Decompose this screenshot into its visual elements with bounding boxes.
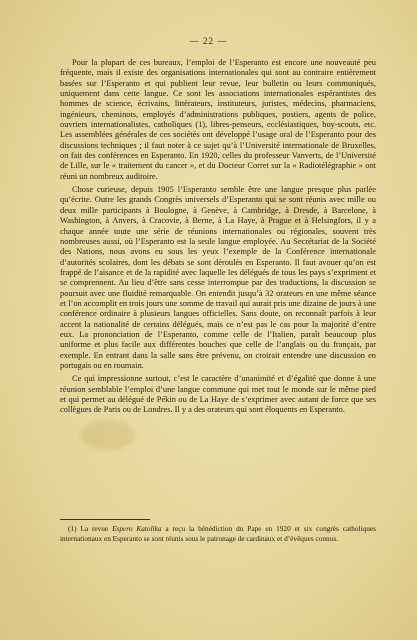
- footnote: [60, 524, 376, 543]
- page-number: — 22 —: [189, 36, 228, 46]
- footnote-lead: (1) La revue: [68, 524, 113, 533]
- footnote-rest: a reçu la bénédiction du Pape en 1920 et six congrès catholiques internationaux en Esperanto se sont réunis sous le patronage de cardinaux et d’évêques connus.: [60, 524, 376, 543]
- footnote-text: [60, 524, 376, 543]
- paragraph: Chose curieuse, depuis 1905 l’Esperanto semble être une langue presque plus parlée qu’écrite. Outre les grands Congrès universels d’Esperanto qui se sont réunis avec mille ou deux mille participants à Boulogne, à Genève, à Cambridge, à Dresde, à Barcelone, à Washington, à Anvers, à Cracovie, à Berne, à La Haye, à Prague et à Helsingfors, il y a chaque année toute une série de réunions internationales ou régionales, souvent très nombreuses aussi, où l’Esperanto est la seule langue employée. Au Secrétariat de la Société des Nations, nous avons eu sous les yeux l’exemple de la Conférence internationale d’autorités scolaires, dont les débats se sont déroulés en Esperanto. Il faut avouer qu’on est frappé de l’aisance et de la rapidité avec laquelle les délégués de tous les pays s’expriment et se comprennent. Au lieu d’être sans cesse interrompue par des traductions, la discussion se poursuit avec une fluidité remarquable. On entendit jusqu’à 32 orateurs en une même séance et l’on accomplit en trois jours une somme de travail qui aurait pris une dizaine de jours à une conférence ordinaire à plusieurs langues officielles. Sans doute, on reconnaît parfois à leur accent la nationalité de certains délégués, mais ce n’est pas le cas pour la majorité d’entre eux. La prononciation de l’Esperanto, comme celle de l’Italien, paraît beaucoup plus uniforme et plus facile aux différentes bouches que celle de l’anglais ou du français, par exemple. En entrant dans la salle sans être prévenu, on croirait entendre une discussion en portugais ou en roumain.: [60, 185, 376, 370]
- paragraph: Pour la plupart de ces bureaux, l’emploi de l’Esperanto est encore une nouveauté peu fréquente, mais il existe des organisations internationales qui sont au contraire entièrement basées sur l’Esperanto et qui publient leur revue, leur bulletin ou leurs communiqués, uniquement dans cette langue. Ce sont les associations internationales espérantistes des hommes de science, écrivains, littérateurs, instituteurs, juristes, médecins, pharmaciens, ingénieurs, cheminots, employés d’administrations publiques, postiers, agents de police, ouvriers internationalistes, catholiques (1), libres-penseurs, ecclésiastiques, boy-scouts, etc. Les assemblées générales de ces sociétés ont développé l’usage oral de l’Esperanto pour des discussions techniques ; il faut noter à ce sujet qu’à l’Université internationale de Bruxelles, on fait des conférences en Esperanto. En 1920, celles du professeur Vanverts, de l’Université de Lille, sur le « traitement du cancer », et du Docteur Corret sur la « Radiotélégraphie » ont réuni un nombreux auditoire.: [60, 58, 376, 181]
- paragraph: Ce qui impressionne surtout, c’est le caractère d’unanimité et d’égalité que donne à une réunion semblable l’emploi d’une langue commune qui met tout le monde sur le même pied et qui permet au délégué de Pékin ou de La Haye de s’exprimer avec autant de force que ses collègues de Paris ou de Londres. Il y a des orateurs qui sont éloquents en Esperanto.: [60, 374, 376, 415]
- footnote-divider: [60, 519, 150, 520]
- footnote-journal-title: Espero Katolika: [112, 524, 162, 533]
- paper-stain: [80, 420, 135, 450]
- body-text: [60, 58, 376, 419]
